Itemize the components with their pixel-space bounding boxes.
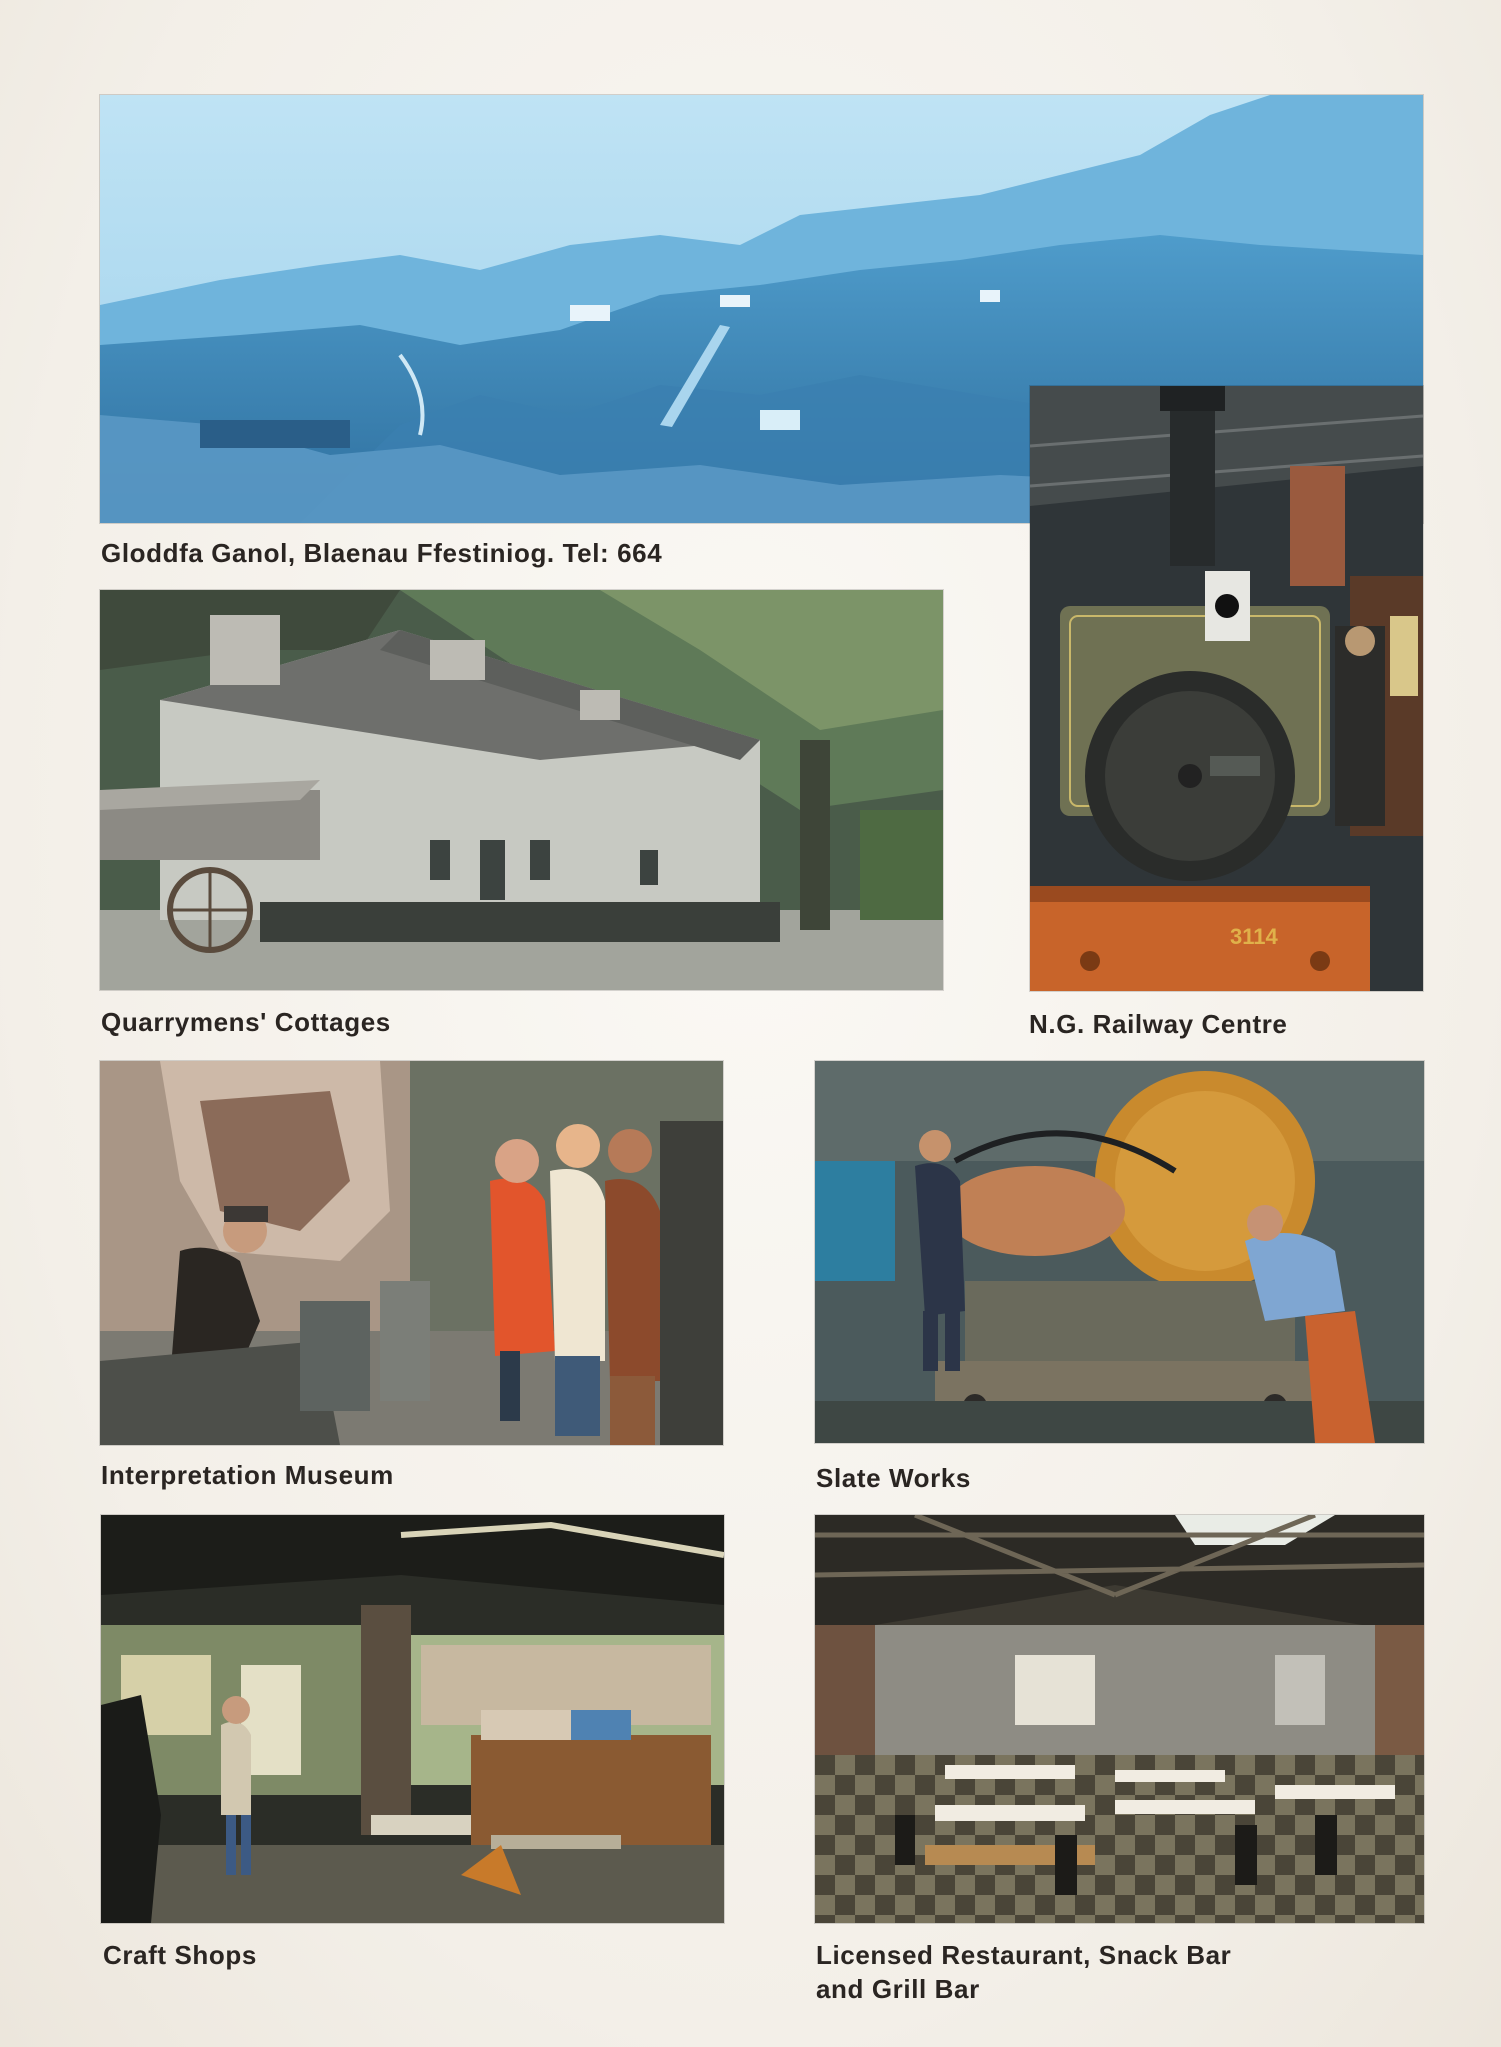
caption-interpretation-museum: Interpretation Museum: [101, 1460, 394, 1490]
caption-restaurant-line2: and Grill Bar: [816, 1974, 980, 2004]
locomotive-number: 3114: [1230, 924, 1278, 949]
craft-shops-photo: [101, 1515, 724, 1923]
slate-works-photo: [815, 1061, 1424, 1443]
caption-craft-shops: Craft Shops: [103, 1940, 257, 1970]
caption-slate-works: Slate Works: [816, 1463, 971, 1493]
restaurant-photo: [815, 1515, 1424, 1923]
caption-railway-centre: N.G. Railway Centre: [1029, 1009, 1288, 1039]
interpretation-museum-photo: [100, 1061, 723, 1445]
caption-gloddfa-ganol: Gloddfa Ganol, Blaenau Ffestiniog. Tel: 664: [101, 538, 663, 568]
quarrymens-cottages-photo: [100, 590, 943, 990]
caption-quarrymens-cottages: Quarrymens' Cottages: [101, 1007, 391, 1037]
caption-restaurant-line1: Licensed Restaurant, Snack Bar: [816, 1940, 1232, 1970]
railway-centre-photo: [1030, 386, 1423, 991]
